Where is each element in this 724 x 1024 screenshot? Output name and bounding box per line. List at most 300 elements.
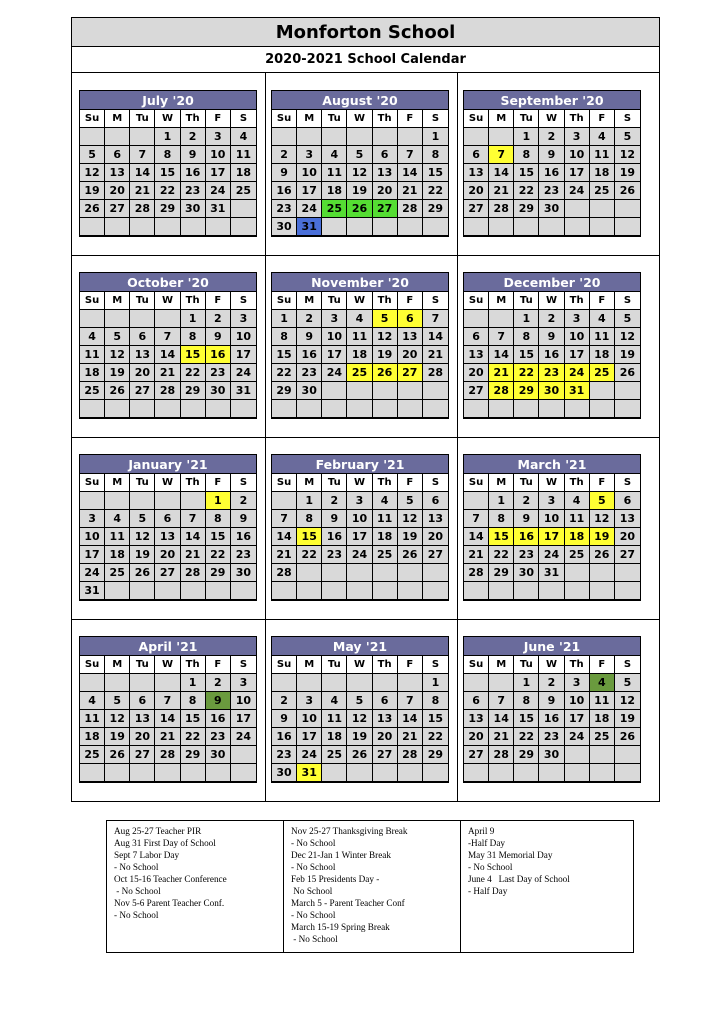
weekday-label: Su xyxy=(80,656,105,674)
day-cell: 30 xyxy=(539,746,564,764)
day-cell: 16 xyxy=(206,710,231,728)
day-cell: 16 xyxy=(539,346,564,364)
day-cell: 10 xyxy=(322,328,347,346)
weekday-label: S xyxy=(615,292,640,310)
day-cell: 6 xyxy=(373,692,398,710)
day-cell: 21 xyxy=(155,364,180,382)
day-cell: 26 xyxy=(398,546,423,564)
day-cell: 6 xyxy=(615,492,640,510)
empty-cell xyxy=(322,218,347,236)
empty-cell xyxy=(373,382,398,400)
empty-cell xyxy=(590,764,615,782)
empty-cell xyxy=(489,764,514,782)
empty-cell xyxy=(565,400,590,418)
empty-cell xyxy=(181,764,206,782)
day-cell: 22 xyxy=(514,364,539,382)
day-cell: 8 xyxy=(181,328,206,346)
day-cell: 30 xyxy=(539,200,564,218)
day-cell: 26 xyxy=(347,746,372,764)
day-cell: 2 xyxy=(539,674,564,692)
empty-cell xyxy=(130,492,155,510)
day-cell: 29 xyxy=(181,382,206,400)
day-cell: 28 xyxy=(489,382,514,400)
empty-cell xyxy=(615,764,640,782)
day-cell: 23 xyxy=(272,746,297,764)
weekday-label: F xyxy=(398,292,423,310)
day-cell: 27 xyxy=(105,200,130,218)
note-line: - No School xyxy=(291,838,336,848)
day-cell: 18 xyxy=(80,364,105,382)
empty-cell xyxy=(539,582,564,600)
day-cell: 26 xyxy=(105,746,130,764)
day-cell: 24 xyxy=(231,364,256,382)
day-cell: 15 xyxy=(514,346,539,364)
empty-cell xyxy=(590,400,615,418)
empty-cell xyxy=(272,582,297,600)
weekday-label: S xyxy=(231,292,256,310)
day-cell: 18 xyxy=(347,346,372,364)
day-cell: 5 xyxy=(615,674,640,692)
month-calendar xyxy=(271,272,449,419)
day-cell: 22 xyxy=(181,364,206,382)
empty-cell xyxy=(297,674,322,692)
day-cell: 18 xyxy=(322,728,347,746)
day-cell: 28 xyxy=(181,564,206,582)
day-cell: 2 xyxy=(297,310,322,328)
month-calendar xyxy=(79,454,257,601)
day-cell: 5 xyxy=(80,146,105,164)
day-cell: 21 xyxy=(155,728,180,746)
day-cell: 20 xyxy=(130,364,155,382)
day-cell: 7 xyxy=(464,510,489,528)
empty-cell xyxy=(565,764,590,782)
empty-cell xyxy=(489,310,514,328)
day-cell: 16 xyxy=(539,710,564,728)
day-cell: 7 xyxy=(155,692,180,710)
day-cell: 22 xyxy=(272,364,297,382)
empty-cell xyxy=(565,218,590,236)
day-cell: 2 xyxy=(206,310,231,328)
weekday-label: F xyxy=(206,292,231,310)
day-cell: 17 xyxy=(297,182,322,200)
day-cell: 12 xyxy=(105,710,130,728)
day-cell: 8 xyxy=(206,510,231,528)
empty-cell xyxy=(181,218,206,236)
day-cell: 25 xyxy=(590,364,615,382)
day-cell: 2 xyxy=(206,674,231,692)
day-cell: 29 xyxy=(514,200,539,218)
day-cell: 10 xyxy=(565,692,590,710)
day-cell: 27 xyxy=(423,546,448,564)
weekday-label: Su xyxy=(464,110,489,128)
day-cell: 12 xyxy=(347,164,372,182)
day-cell: 19 xyxy=(590,528,615,546)
day-cell: 10 xyxy=(565,328,590,346)
day-cell: 8 xyxy=(423,146,448,164)
empty-cell xyxy=(130,582,155,600)
day-cell: 5 xyxy=(105,692,130,710)
day-cell: 3 xyxy=(206,128,231,146)
day-cell: 26 xyxy=(615,364,640,382)
day-cell: 14 xyxy=(423,328,448,346)
empty-cell xyxy=(297,582,322,600)
day-cell: 4 xyxy=(105,510,130,528)
day-cell: 20 xyxy=(423,528,448,546)
empty-cell xyxy=(423,582,448,600)
empty-cell xyxy=(206,400,231,418)
day-cell: 19 xyxy=(615,710,640,728)
empty-cell xyxy=(80,492,105,510)
day-cell: 19 xyxy=(130,546,155,564)
day-cell: 3 xyxy=(565,674,590,692)
day-cell: 4 xyxy=(80,328,105,346)
day-cell: 20 xyxy=(464,728,489,746)
day-cell: 13 xyxy=(373,710,398,728)
weekday-label: Th xyxy=(181,474,206,492)
empty-cell xyxy=(206,218,231,236)
weekday-label: S xyxy=(231,656,256,674)
day-cell: 13 xyxy=(155,528,180,546)
empty-cell xyxy=(181,400,206,418)
day-cell: 1 xyxy=(206,492,231,510)
month-title: March '21 xyxy=(464,455,640,474)
month-calendar xyxy=(271,90,449,237)
day-cell: 12 xyxy=(80,164,105,182)
weekday-label: S xyxy=(423,656,448,674)
day-cell: 13 xyxy=(423,510,448,528)
empty-cell xyxy=(130,674,155,692)
note-line: Aug 25-27 Teacher PIR xyxy=(114,826,202,836)
day-cell: 17 xyxy=(231,710,256,728)
weekday-label: Su xyxy=(80,110,105,128)
empty-cell xyxy=(272,674,297,692)
empty-cell xyxy=(514,400,539,418)
day-cell: 4 xyxy=(590,128,615,146)
day-cell: 4 xyxy=(231,128,256,146)
weekday-label: Su xyxy=(272,656,297,674)
day-cell: 25 xyxy=(347,364,372,382)
day-cell: 18 xyxy=(322,182,347,200)
day-cell: 7 xyxy=(398,146,423,164)
weekday-label: Tu xyxy=(130,474,155,492)
weekday-label: Th xyxy=(565,292,590,310)
empty-cell xyxy=(347,382,372,400)
day-cell: 13 xyxy=(464,164,489,182)
weekday-label: W xyxy=(539,656,564,674)
day-cell: 24 xyxy=(565,182,590,200)
empty-cell xyxy=(155,492,180,510)
empty-cell xyxy=(272,492,297,510)
day-cell: 14 xyxy=(398,164,423,182)
day-cell: 29 xyxy=(181,746,206,764)
weekday-label: M xyxy=(297,474,322,492)
weekday-label: S xyxy=(615,656,640,674)
note-line: June 4 Last Day of School xyxy=(468,874,570,884)
day-cell: 27 xyxy=(464,382,489,400)
day-cell: 14 xyxy=(398,710,423,728)
weekday-label: Th xyxy=(565,110,590,128)
day-cell: 23 xyxy=(206,364,231,382)
day-cell: 25 xyxy=(105,564,130,582)
day-cell: 5 xyxy=(398,492,423,510)
day-cell: 5 xyxy=(347,146,372,164)
day-cell: 25 xyxy=(231,182,256,200)
day-cell: 9 xyxy=(206,328,231,346)
day-cell: 19 xyxy=(105,364,130,382)
day-cell: 7 xyxy=(181,510,206,528)
day-cell: 8 xyxy=(181,692,206,710)
day-cell: 28 xyxy=(464,564,489,582)
day-cell: 17 xyxy=(539,528,564,546)
note-line: April 9 xyxy=(468,826,495,836)
empty-cell xyxy=(590,746,615,764)
empty-cell xyxy=(539,400,564,418)
month-title: May '21 xyxy=(272,637,448,656)
day-cell: 3 xyxy=(322,310,347,328)
day-cell: 11 xyxy=(590,328,615,346)
month-title: August '20 xyxy=(272,91,448,110)
empty-cell xyxy=(464,310,489,328)
empty-cell xyxy=(130,128,155,146)
day-cell: 15 xyxy=(155,164,180,182)
weekday-label: Th xyxy=(181,292,206,310)
day-cell: 2 xyxy=(539,310,564,328)
empty-cell xyxy=(398,400,423,418)
day-cell: 7 xyxy=(423,310,448,328)
notes-column xyxy=(107,821,284,952)
empty-cell xyxy=(423,382,448,400)
day-cell: 20 xyxy=(373,728,398,746)
note-line: - No School xyxy=(291,934,338,944)
day-cell: 3 xyxy=(231,674,256,692)
month-calendar xyxy=(271,454,449,601)
day-cell: 7 xyxy=(489,328,514,346)
empty-cell xyxy=(489,582,514,600)
day-cell: 7 xyxy=(489,146,514,164)
weekday-label: M xyxy=(297,110,322,128)
weekday-label: Th xyxy=(565,656,590,674)
empty-cell xyxy=(297,564,322,582)
day-cell: 19 xyxy=(615,346,640,364)
day-cell: 7 xyxy=(272,510,297,528)
day-cell: 9 xyxy=(514,510,539,528)
note-line: -Half Day xyxy=(468,838,505,848)
empty-cell xyxy=(464,218,489,236)
day-cell: 28 xyxy=(155,382,180,400)
day-cell: 22 xyxy=(206,546,231,564)
day-cell: 20 xyxy=(615,528,640,546)
weekday-label: Tu xyxy=(322,474,347,492)
day-cell: 29 xyxy=(206,564,231,582)
day-cell: 30 xyxy=(206,382,231,400)
weekday-label: Su xyxy=(80,292,105,310)
day-cell: 24 xyxy=(565,364,590,382)
note-line: Aug 31 First Day of School xyxy=(114,838,216,848)
empty-cell xyxy=(565,564,590,582)
day-cell: 29 xyxy=(423,746,448,764)
empty-cell xyxy=(105,218,130,236)
day-cell: 29 xyxy=(423,200,448,218)
day-cell: 17 xyxy=(565,346,590,364)
weekday-label: F xyxy=(590,292,615,310)
day-cell: 6 xyxy=(155,510,180,528)
weekday-label: M xyxy=(489,656,514,674)
weekday-label: S xyxy=(231,474,256,492)
day-cell: 17 xyxy=(297,728,322,746)
empty-cell xyxy=(489,674,514,692)
month-calendar xyxy=(79,90,257,237)
empty-cell xyxy=(590,564,615,582)
empty-cell xyxy=(155,764,180,782)
weekday-label: Tu xyxy=(514,474,539,492)
day-cell: 1 xyxy=(423,128,448,146)
day-cell: 14 xyxy=(181,528,206,546)
weekday-label: F xyxy=(590,474,615,492)
day-cell: 14 xyxy=(489,346,514,364)
day-cell: 21 xyxy=(489,182,514,200)
day-cell: 6 xyxy=(373,146,398,164)
empty-cell xyxy=(297,128,322,146)
day-cell: 9 xyxy=(181,146,206,164)
day-cell: 25 xyxy=(80,382,105,400)
weekday-label: W xyxy=(347,110,372,128)
day-cell: 1 xyxy=(272,310,297,328)
empty-cell xyxy=(105,764,130,782)
grid-divider xyxy=(72,255,659,256)
empty-cell xyxy=(398,218,423,236)
month-title: November '20 xyxy=(272,273,448,292)
day-cell: 15 xyxy=(297,528,322,546)
weekday-label: Su xyxy=(80,474,105,492)
day-cell: 1 xyxy=(297,492,322,510)
empty-cell xyxy=(130,400,155,418)
empty-cell xyxy=(206,764,231,782)
empty-cell xyxy=(398,564,423,582)
day-cell: 14 xyxy=(155,710,180,728)
weekday-label: W xyxy=(155,110,180,128)
day-cell: 2 xyxy=(514,492,539,510)
day-cell: 20 xyxy=(130,728,155,746)
empty-cell xyxy=(615,582,640,600)
day-cell: 30 xyxy=(231,564,256,582)
empty-cell xyxy=(206,582,231,600)
day-cell: 28 xyxy=(489,200,514,218)
note-line: Nov 25-27 Thanksgiving Break xyxy=(291,826,408,836)
weekday-label: M xyxy=(105,292,130,310)
weekday-label: W xyxy=(347,292,372,310)
day-cell: 6 xyxy=(398,310,423,328)
weekday-label: Th xyxy=(565,474,590,492)
weekday-label: W xyxy=(347,474,372,492)
day-cell: 10 xyxy=(206,146,231,164)
day-cell: 1 xyxy=(514,310,539,328)
day-cell: 21 xyxy=(489,364,514,382)
day-cell: 23 xyxy=(181,182,206,200)
empty-cell xyxy=(322,128,347,146)
day-cell: 9 xyxy=(539,328,564,346)
day-cell: 23 xyxy=(514,546,539,564)
day-cell: 30 xyxy=(514,564,539,582)
day-cell: 27 xyxy=(155,564,180,582)
weekday-label: Tu xyxy=(514,110,539,128)
day-cell: 10 xyxy=(297,710,322,728)
empty-cell xyxy=(514,582,539,600)
note-line: - No School xyxy=(291,910,336,920)
day-cell: 14 xyxy=(489,164,514,182)
day-cell: 17 xyxy=(565,710,590,728)
empty-cell xyxy=(464,400,489,418)
day-cell: 16 xyxy=(514,528,539,546)
note-line: - No School xyxy=(114,910,159,920)
note-line: No School xyxy=(291,886,333,896)
day-cell: 31 xyxy=(297,218,322,236)
month-calendar xyxy=(463,90,641,237)
note-line: - Half Day xyxy=(468,886,508,896)
empty-cell xyxy=(80,764,105,782)
day-cell: 18 xyxy=(565,528,590,546)
day-cell: 20 xyxy=(155,546,180,564)
day-cell: 19 xyxy=(105,728,130,746)
month-calendar xyxy=(463,636,641,783)
day-cell: 10 xyxy=(231,328,256,346)
empty-cell xyxy=(514,218,539,236)
day-cell: 6 xyxy=(130,692,155,710)
day-cell: 30 xyxy=(297,382,322,400)
day-cell: 13 xyxy=(373,164,398,182)
day-cell: 24 xyxy=(297,200,322,218)
day-cell: 20 xyxy=(464,182,489,200)
day-cell: 11 xyxy=(231,146,256,164)
empty-cell xyxy=(489,218,514,236)
day-cell: 24 xyxy=(565,728,590,746)
day-cell: 11 xyxy=(105,528,130,546)
note-line: - No School xyxy=(114,862,159,872)
day-cell: 15 xyxy=(206,528,231,546)
day-cell: 14 xyxy=(489,710,514,728)
empty-cell xyxy=(590,200,615,218)
day-cell: 20 xyxy=(464,364,489,382)
day-cell: 16 xyxy=(206,346,231,364)
day-cell: 3 xyxy=(297,146,322,164)
day-cell: 17 xyxy=(231,346,256,364)
empty-cell xyxy=(105,582,130,600)
empty-cell xyxy=(297,400,322,418)
weekday-label: Su xyxy=(464,656,489,674)
day-cell: 23 xyxy=(322,546,347,564)
weekday-label: S xyxy=(423,292,448,310)
empty-cell xyxy=(347,674,372,692)
day-cell: 29 xyxy=(514,382,539,400)
day-cell: 2 xyxy=(272,692,297,710)
day-cell: 12 xyxy=(347,710,372,728)
weekday-label: M xyxy=(489,110,514,128)
empty-cell xyxy=(615,218,640,236)
day-cell: 12 xyxy=(373,328,398,346)
day-cell: 29 xyxy=(514,746,539,764)
day-cell: 1 xyxy=(514,674,539,692)
day-cell: 26 xyxy=(615,182,640,200)
note-line: May 31 Memorial Day xyxy=(468,850,553,860)
day-cell: 15 xyxy=(272,346,297,364)
weekday-label: W xyxy=(155,656,180,674)
weekday-label: M xyxy=(489,474,514,492)
day-cell: 29 xyxy=(489,564,514,582)
empty-cell xyxy=(423,218,448,236)
empty-cell xyxy=(423,400,448,418)
empty-cell xyxy=(322,400,347,418)
empty-cell xyxy=(347,128,372,146)
day-cell: 5 xyxy=(590,492,615,510)
